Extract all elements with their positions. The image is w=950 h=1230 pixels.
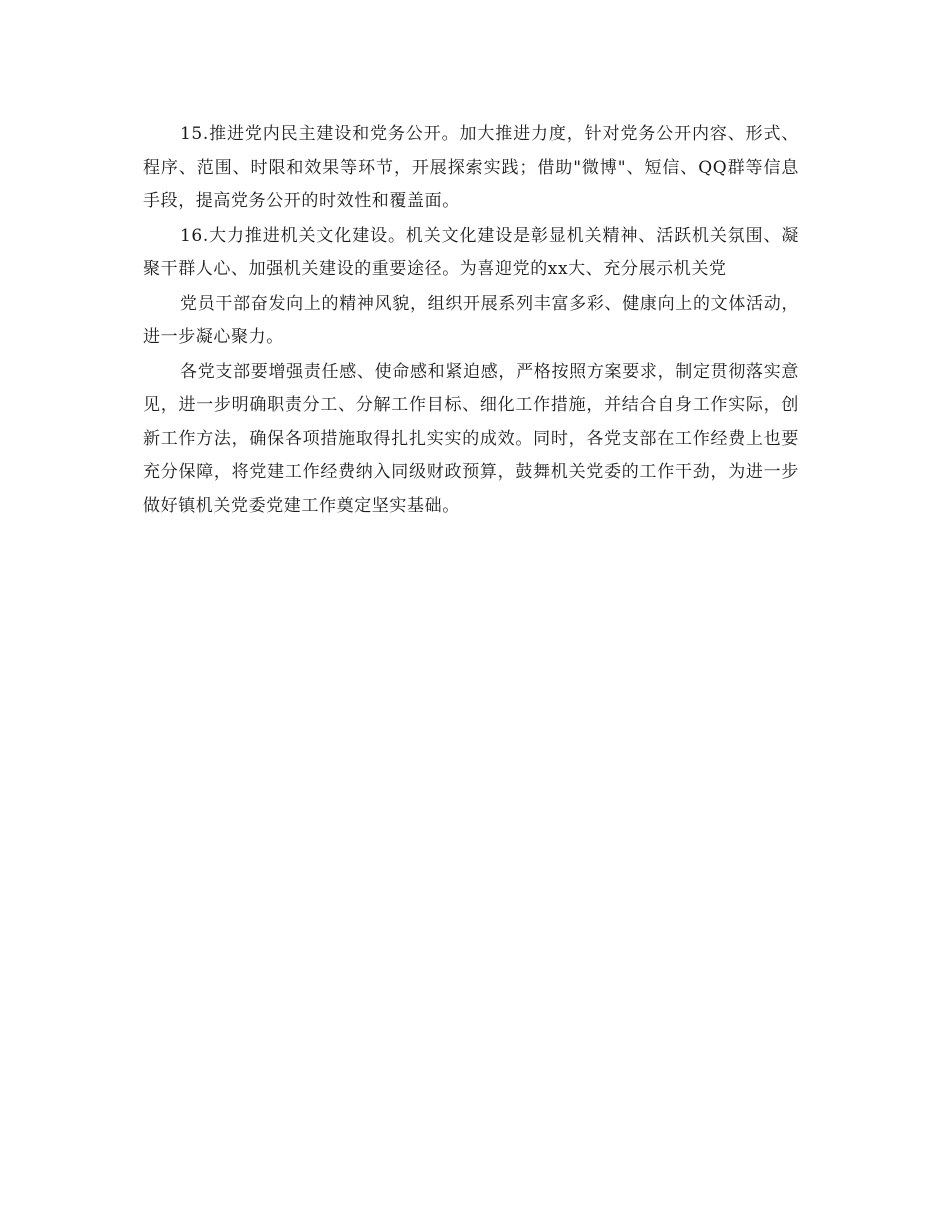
paragraph-16-organ-culture: 16.大力推进机关文化建设。机关文化建设是彰显机关精神、活跃机关氛围、凝聚干群人心、加强机关建设的重要途径。为喜迎党的xx大、充分展示机关党 (143, 225, 799, 279)
paragraph-15-party-affairs-openness: 15.推进党内民主建设和党务公开。加大推进力度，针对党务公开内容、形式、程序、范围、时限和效果等环节，开展探索实践；借助"微博"、短信、QQ群等信息手段，提高党务公开的时效性和覆盖面。 (143, 124, 799, 211)
paragraph-cadre-spirit: 党员干部奋发向上的精神风貌，组织开展系列丰富多彩、健康向上的文体活动，进一步凝心聚力。 (143, 293, 799, 347)
document-body (143, 118, 799, 524)
paragraph-branch-responsibility: 各党支部要增强责任感、使命感和紧迫感，严格按照方案要求，制定贯彻落实意见，进一步明确职责分工、分解工作目标、细化工作措施，并结合自身工作实际，创新工作方法，确保各项措施取得扎扎实实的成效。同时，各党支部在工作经费上也要充分保障，将党建工作经费纳入同级财政预算，鼓舞机关党委的工作干劲，为进一步做好镇机关党委党建工作奠定坚实基础。 (143, 361, 799, 516)
